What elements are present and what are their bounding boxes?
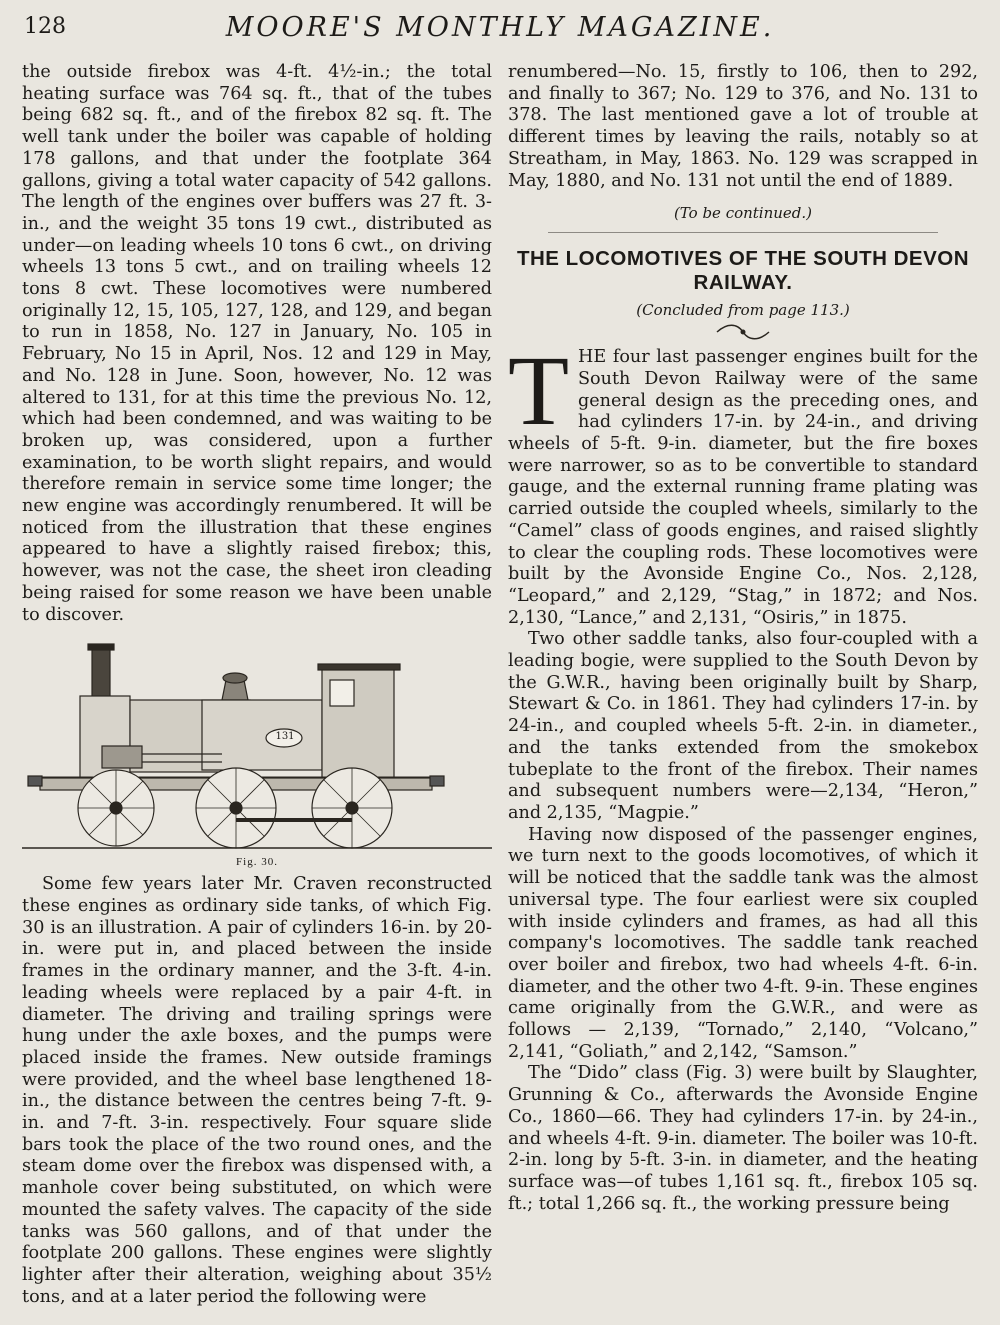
right-paragraph-2: HE four last passenger engines built for the South Devon Railway were of the same general design as the preceding ones, and had cylinders 17-in. by 24-in., and driving wheels of 5-ft. 9-in. diameter, but the fire boxes were narrower, so as to be convertible to standard gauge, and the external running frame plating was carried outside the coupled wheels, similarly to the “Camel” class of goods engines, and raised slightly to clear the coupling rods. These locomotives were built by the Avonside Engine Co., Nos. 2,128, “Leopard,” and 2,129, “Stag,” in 1872; and Nos. 2,130, “Lance,” and 2,131, “Osiris,” in 1875. bbox=[508, 347, 978, 628]
right-column bbox=[508, 62, 978, 1215]
right-paragraph-3: Two other saddle tanks, also four-coupled with a leading bogie, were supplied to the South Devon by the G.W.R., having been originally built by Sharp, Stewart & Co. in 1861. They had cylinders 17-in. by 24-in., and coupled wheels 5-ft. 2-in. in diameter., and the tanks extended from the smokebox tubeplate to the front of the firebox. Their names and subsequent numbers were—2,134, “Heron,” and 2,135, “Magpie.” bbox=[508, 629, 978, 823]
locomotive-figure bbox=[22, 628, 492, 860]
right-paragraph-1: renumbered—No. 15, firstly to 106, then to 292, and finally to 367; No. 129 to 376, and No. 131 to 378. The last mentioned gave a lot of trouble at different times by leaving the rails, notably so at Streatham, in May, 1863. No. 129 was scrapped in May, 1880, and No. 131 not until the end of 1889. bbox=[508, 62, 978, 191]
right-paragraph-5: The “Dido” class (Fig. 3) were built by Slaughter, Grunning & Co., afterwards the Avonside Engine Co., 1860—66. They had cylinders 17-in. by 24-in., and wheels 4-ft. 9-in. diameter. The boiler was 10-ft. 2-in. long by 5-ft. 3-in. in diameter, and the heating surface was—of tubes 1,161 sq. ft., firebox 105 sq. ft.; total 1,266 sq. ft., the working pressure being bbox=[508, 1063, 978, 1214]
figure-caption: Fig. 30. bbox=[236, 856, 278, 869]
right-paragraph-4: Having now disposed of the passenger engines, we turn next to the goods locomotives, of which it will be noticed that the saddle tank was the almost universal type. The four earliest were six coupled with inside cylinders and frames, as had all this company's locomotives. The saddle tank reached over boiler and firebox, two had wheels 4-ft. 6-in. diameter, and the other two 4-ft. 9-in. These engines came originally from the G.W.R., and were as follows — 2,139, “Tornado,” 2,140, “Volcano,” 2,141, “Goliath,” and 2,142, “Samson.” bbox=[508, 824, 978, 1062]
locomotive-illustration bbox=[22, 628, 492, 860]
magazine-title: MOORE'S MONTHLY MAGAZINE. bbox=[225, 12, 775, 43]
concluded-note: (Concluded from page 113.) bbox=[636, 301, 850, 320]
left-column bbox=[22, 62, 492, 1308]
drop-cap: T bbox=[508, 335, 570, 447]
left-paragraph-1: the outside firebox was 4-ft. 4½-in.; the total heating surface was 764 sq. ft., that of the tubes being 682 sq. ft., and of the firebox 82 sq. ft. The well tank under the boiler was capable of holding 178 gallons, and that under the footplate 364 gallons, giving a total water capacity of 542 gallons. The length of the engines over buffers was 27 ft. 3-in., and the weight 35 tons 19 cwt., distributed as under—on leading wheels 10 tons 6 cwt., on driving wheels 13 tons 5 cwt., and on trailing wheels 12 tons 8 cwt. These locomotives were numbered originally 12, 15, 105, 127, 128, and 129, and began to run in 1858, No. 127 in January, No. 105 in February, No 15 in April, Nos. 12 and 129 in May, and No. 128 in June. Soon, however, No. 12 was altered to 131, for at this time the previous No. 12, which had been condemned, and was waiting to be broken up, was considered, upon a further examination, to be worth slight repairs, and would therefore remain in service some time longer; the new engine was accordingly renumbered. It will be noticed from the illustration that these engines appeared to have a slightly raised firebox; this, however, was not the case, the sheet iron cleading being raised for some reason we have been unable to discover. bbox=[22, 62, 492, 625]
section-divider bbox=[548, 232, 938, 233]
page-header bbox=[0, 12, 1000, 52]
left-paragraph-2: Some few years later Mr. Craven reconstructed these engines as ordinary side tanks, of which Fig. 30 is an illustration. A pair of cylinders 16-in. by 20-in. were put in, and placed between the inside frames in the ordinary manner, and the 3-ft. 4-in. leading wheels were replaced by a pair 4-ft. in diameter. The driving and trailing springs were hung under the axle boxes, and the pumps were placed inside the frames. New outside framings were provided, and the wheel base lengthened 18-in., the distance between the centres being 7-ft. 9-in. and 7-ft. 3-in. respectively. Four square slide bars took the place of the two round ones, and the steam dome over the firebox was dispensed with, a manhole cover being substituted, on which were mounted the safety valves. The capacity of the side tanks was 560 gallons, and of that under the footplate 200 gallons. These engines were slightly lighter after their alteration, weighing about 35½ tons, and at a later period the following were bbox=[22, 874, 492, 1307]
locomotive-number-plate: 131 bbox=[275, 731, 295, 743]
to-be-continued: (To be continued.) bbox=[673, 204, 813, 223]
article-title: THE LOCOMOTIVES OF THE SOUTH DEVON RAILWAY. bbox=[516, 247, 970, 295]
ornament-flourish-icon bbox=[508, 321, 978, 347]
page-number: 128 bbox=[24, 14, 66, 39]
